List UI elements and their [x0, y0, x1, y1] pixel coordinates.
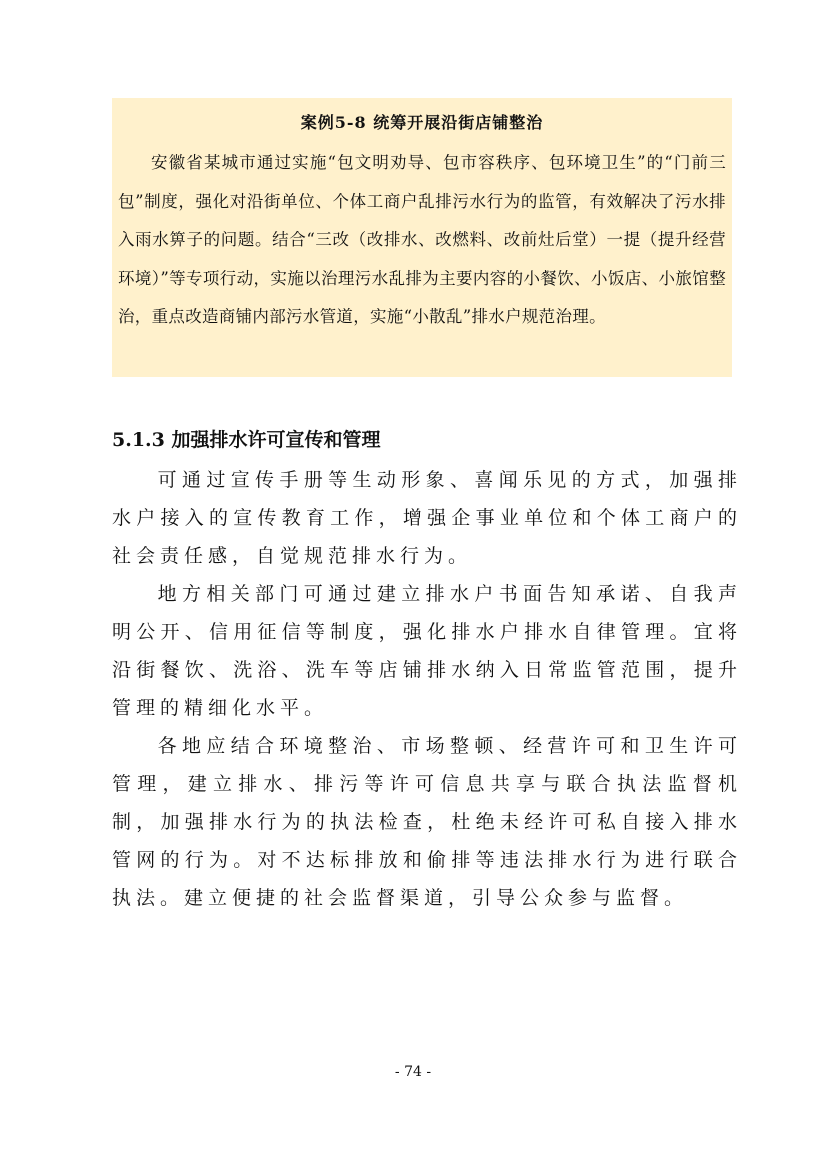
paragraph-2: 地方相关部门可通过建立排水户书面告知承诺、自我声明公开、信用征信等制度，强化排水户排水自律管理。宜将沿街餐饮、洗浴、洗车等店铺排水纳入日常监管范围，提升管理的精细化水平。	[112, 583, 742, 719]
page-number: - 74 -	[394, 1064, 432, 1080]
section-content	[112, 461, 742, 917]
paragraph-1: 可通过宣传手册等生动形象、喜闻乐见的方式，加强排水户接入的宣传教育工作，增强企事业单位和个体工商户的社会责任感，自觉规范排水行为。	[112, 469, 742, 567]
section-heading: 5.1.3 加强排水许可宣传和管理	[112, 429, 381, 451]
case-study-box	[112, 98, 732, 377]
paragraph-3: 各地应结合环境整治、市场整顿、经营许可和卫生许可管理，建立排水、排污等许可信息共享与联合执法监督机制，加强排水行为的执法检查，杜绝未经许可私自接入排水管网的行为。对不达标排放和偷排等违法排水行为进行联合执法。建立便捷的社会监督渠道，引导公众参与监督。	[112, 735, 742, 909]
case-study-body: 安徽省某城市通过实施“包文明劝导、包市容秩序、包环境卫生”的“门前三包”制度，强化对沿街单位、个体工商户乱排污水行为的监管，有效解决了污水排入雨水箅子的问题。结合“三改（改排水、改燃料、改前灶后堂）一提（提升经营环境）”等专项行动，实施以治理污水乱排为主要内容的小餐饮、小饭店、小旅馆整治，重点改造商铺内部污水管道，实施“小散乱”排水户规范治理。	[118, 153, 726, 326]
case-study-title: 案例5-8 统筹开展沿街店铺整治	[300, 113, 544, 132]
